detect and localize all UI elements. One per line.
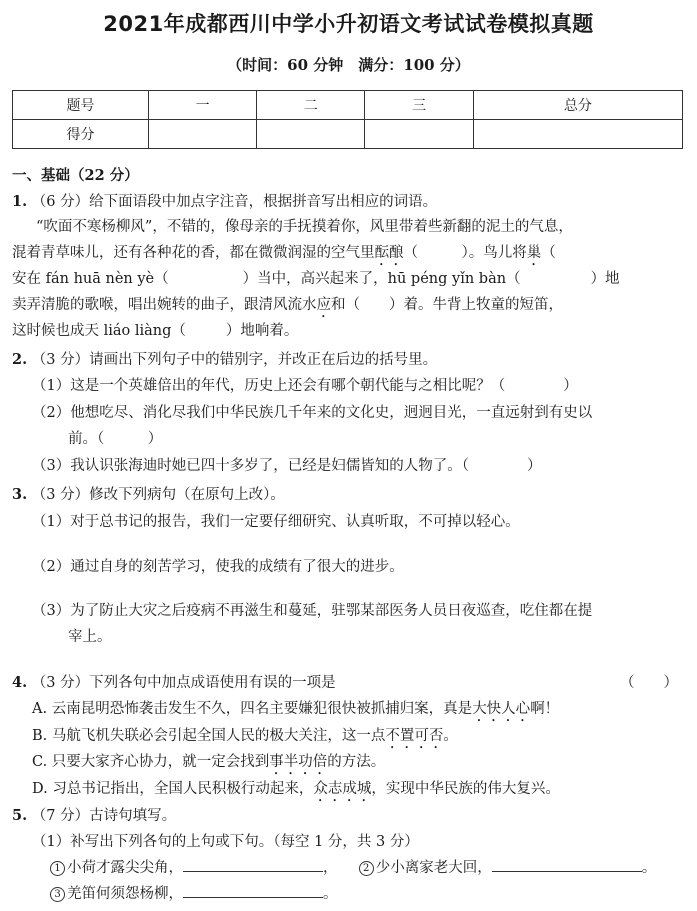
- passage-text: 这时候也成天 liáo liàng（: [12, 323, 186, 339]
- score-table-header: 二: [257, 91, 365, 120]
- passage-line: [12, 269, 620, 289]
- choice-text: B. 马航飞机失联必会引起全国人民的极大关注，这一点: [32, 728, 386, 744]
- question-item: （1）对于总书记的报告，我们一定要仔细研究、认真听取，不可掉以轻心。: [32, 514, 520, 530]
- score-table-header: 总分: [473, 91, 682, 120]
- question-number: 4.: [12, 674, 28, 691]
- question-item: （3）我认识张海迪时她已四十多岁了，已经是妇儒皆知的人物了。（ ）: [32, 458, 542, 474]
- score-cell[interactable]: [257, 120, 365, 149]
- question-4-stem: [12, 673, 336, 693]
- passage-text: ）地: [590, 271, 620, 287]
- passage-text: 安在 fán huā nèn yè（: [12, 271, 169, 287]
- dotted-idiom: 事半功倍: [269, 754, 328, 770]
- question-text: （3 分）下列各句中加点成语使用有误的一项是: [31, 675, 336, 691]
- score-row-label: 得分: [13, 120, 149, 149]
- passage-line: [12, 321, 298, 341]
- question-number: 5.: [12, 807, 28, 824]
- sub-question: （1）补写出下列各句的上句或下句。（每空 1 分，共 3 分）: [32, 834, 419, 850]
- punctuation: ，: [323, 860, 338, 876]
- choice-c[interactable]: [32, 752, 385, 778]
- circled-number: 2: [359, 861, 374, 876]
- passage-text: 和（ ）着。牛背上牧童的短笛，: [331, 297, 563, 313]
- question-item: （2）通过自身的刻苦学习，使我的成绩有了很大的进步。: [32, 559, 404, 575]
- poem-text: 羌笛何须怨杨柳，: [67, 886, 183, 902]
- question-3-stem: [12, 485, 285, 505]
- question-5-stem: [12, 806, 176, 826]
- choice-text: ，实现中华民族的伟大复兴。: [371, 781, 560, 797]
- choice-b[interactable]: [32, 726, 458, 752]
- passage-text: （: [541, 245, 556, 261]
- dotted-idiom: 大快人心: [472, 701, 531, 717]
- exam-info: （时间：60 分钟 满分：100 分）: [227, 56, 470, 74]
- circled-number: 3: [50, 887, 65, 902]
- score-cell[interactable]: [473, 120, 682, 149]
- choice-text: A. 云南昆明恐怖袭击发生不久，四名主要嫌犯很快被抓捕归案，真是: [32, 701, 473, 717]
- question-item: （2）他想吃尽、消化尽我们中华民族几千年来的文化史，迥迥目光，一直远射到有史以: [32, 405, 593, 421]
- question-2-stem: [12, 350, 437, 370]
- score-cell[interactable]: [365, 120, 473, 149]
- passage-text: （ ）。鸟儿将: [403, 245, 527, 261]
- poem-line: [50, 883, 338, 904]
- choice-d[interactable]: [32, 779, 560, 805]
- question-number: 2.: [12, 351, 28, 368]
- passage-line: [12, 295, 563, 321]
- answer-blank[interactable]: [492, 857, 642, 872]
- poem-text: 小荷才露尖尖角，: [67, 860, 183, 876]
- dotted-idiom: 众志成城: [313, 781, 372, 797]
- page-title: 2021年成都西川中学小升初语文考试试卷模拟真题: [103, 12, 594, 36]
- choice-text: 啊！: [530, 701, 560, 717]
- question-1-stem: [12, 192, 437, 212]
- question-item: （1）这是一个英雄倍出的年代，历史上还会有哪个朝代能与之相比呢？（ ）: [32, 378, 578, 394]
- poem-text: 少小离家老大回，: [375, 860, 492, 876]
- answer-paren[interactable]: （ ）: [620, 675, 678, 691]
- passage-text: ）当中，高兴起来了，hū péng yǐn bàn（: [242, 271, 521, 287]
- score-table-header: 三: [365, 91, 473, 120]
- question-text: （3 分）修改下列病句（在原句上改）。: [31, 487, 285, 503]
- choice-text: D. 习总书记指出，全国人民积极行动起来，: [32, 781, 314, 797]
- question-item: 宰上。: [68, 629, 112, 645]
- answer-blank[interactable]: [183, 883, 323, 898]
- choice-a[interactable]: [32, 699, 559, 725]
- passage-line: “吹面不寒杨柳风”，不错的，像母亲的手抚摸着你，风里带着些新翻的泥土的气息，: [36, 219, 573, 235]
- question-text: （7 分）古诗句填写。: [31, 808, 177, 824]
- passage-text: 卖弄清脆的歌喉，唱出婉转的曲子，跟清风流水: [12, 297, 317, 313]
- circled-number: 1: [50, 861, 65, 876]
- passage-line: [12, 243, 556, 269]
- dotted-char: 应: [316, 297, 331, 313]
- score-table: [12, 90, 683, 149]
- score-table-header: 一: [149, 91, 257, 120]
- passage-text: ）地响着。: [225, 323, 299, 339]
- choice-text: 。: [443, 728, 458, 744]
- punctuation: 。: [323, 886, 338, 902]
- question-number: 3.: [12, 486, 28, 503]
- choice-text: C. 只要大家齐心协力，就一定会找到: [32, 754, 270, 770]
- score-cell[interactable]: [149, 120, 257, 149]
- score-table-header: 题号: [13, 91, 149, 120]
- question-text: （3 分）请画出下列句子中的错别字，并改正在后边的括号里。: [31, 352, 438, 368]
- dotted-char: 酝酿: [374, 245, 404, 261]
- poem-line: [50, 857, 656, 878]
- score-table-row: [13, 120, 683, 149]
- answer-blank[interactable]: [183, 857, 323, 872]
- section-heading: 一、基础（22 分）: [12, 167, 139, 184]
- choice-text: 的方法。: [327, 754, 386, 770]
- question-text: （6 分）给下面语段中加点字注音，根据拼音写出相应的词语。: [31, 194, 438, 210]
- punctuation: 。: [641, 860, 657, 876]
- question-number: 1.: [12, 193, 28, 210]
- question-item: （3）为了防止大灾之后疫病不再滋生和蔓延，驻鄂某部医务人员日夜巡查，吃住都在提: [32, 603, 593, 619]
- passage-text: 混着青草味儿，还有各种花的香，都在微微润湿的空气里: [12, 245, 375, 261]
- dotted-char: 巢: [526, 245, 542, 261]
- score-table-header-row: [13, 91, 683, 120]
- question-item: 前。（ ）: [68, 431, 163, 447]
- dotted-idiom: 不置可否: [385, 728, 444, 744]
